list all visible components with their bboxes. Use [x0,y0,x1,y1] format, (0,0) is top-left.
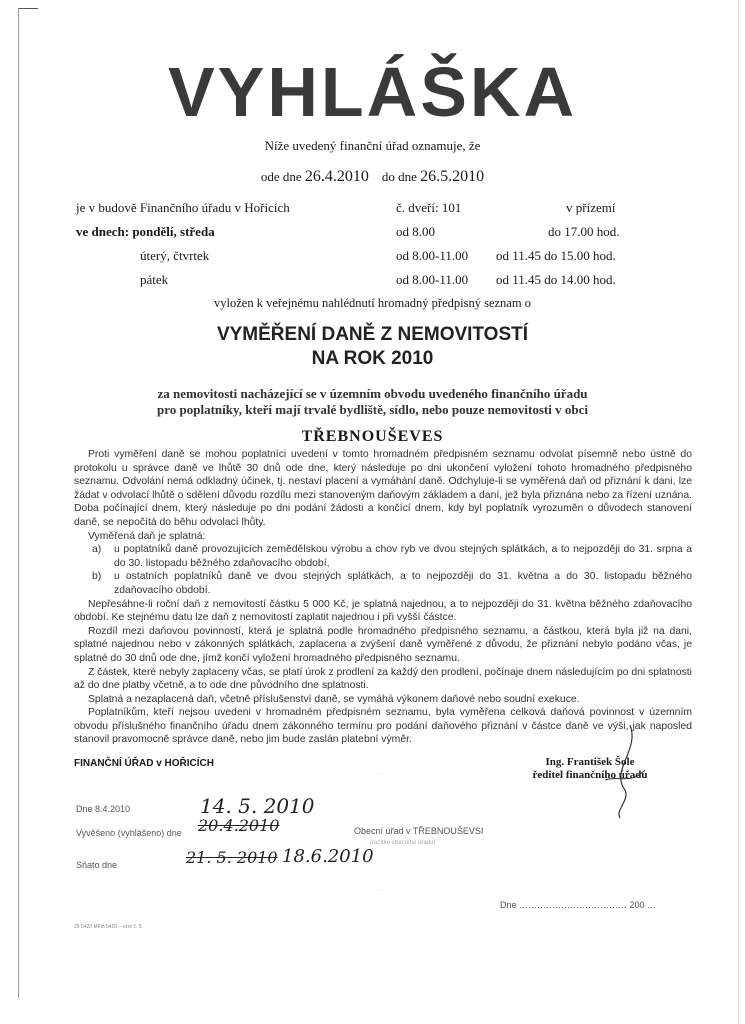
hours-days-2: úterý, čtvrtek [140,248,210,263]
signer-role: ředitel finančního úřadu [532,769,648,781]
list-text-b: u ostatních poplatníků daně ve dvou stejných splátkách, a to nejpozději do 31. května a do 30. listopadu běžného zdaňovacího období. [114,571,692,596]
paragraph-due: Vyměřená daň je splatná: [88,530,206,542]
posted-date-handwritten: 14. 5. 2010 [200,794,315,818]
hours-afternoon-3: od 11.45 do 14.00 hod. [496,272,616,287]
hours-afternoon-2: od 11.45 do 15.00 hod. [496,248,616,263]
main-heading-line2: NA ROK 2010 [311,348,434,369]
exposed-line: vyložen k veřejnému nahlédnutí hromadný předpisný seznam o [214,296,531,310]
date-from-label: ode dne [260,169,302,184]
hours-morning-2: od 8.00-11.00 [396,248,469,263]
removed-date-handwritten: 18.6.2010 [282,846,374,867]
stamp-placeholder-2: · · · [376,888,384,893]
signer-name: Ing. František Šole [545,756,635,768]
hours-morning-1: od 8.00 [396,224,435,239]
location-floor: v přízemí [566,200,616,215]
document-title: VYHLÁŠKA [167,53,578,131]
left-edge-line [18,8,19,998]
date-range [0,168,745,186]
paragraph-interest: Z částek, které nebyly zaplaceny včas, se platí úrok z prodlení za každý den prodlení, počínaje dnem následujícím po dni splatnosti až do dne platby včetně, a to ode dne původního dne splatnosti. [74,666,692,692]
right-date-line: Dne ……………………………… 200 … [500,900,657,910]
form-code: 25 5420 MFin 5420 – vzor č. 5 [74,924,142,930]
paragraph-not-listed: Poplatníkům, kteří nejsou uvedeni v hromadném předpisném seznamu, byla vyměřena celková daňová povinnost v územním obvodu příslušného finančního úřadu dnem zákonného termínu pro podání daňového přiznání v částce daně ve výši, jak naposled stanovil pravomocně správce daně, nebo jim bude zaslán platební výměr. [74,707,692,746]
corner-mark [18,8,38,9]
paragraph-enforcement: Splatná a nezaplacená daň, včetně příslušenství daně, se vymáhá výkonem daňové nebo soudní exekuce. [88,693,580,705]
municipality-stamp-note: (razítko obecního úřadu) [370,840,436,846]
issue-date: Dne 8.4.2010 [76,804,131,814]
list-text-a: u poplatníků daně provozujících zemědělskou výrobu a chov ryb ve dvou stejných splátkách, a to nejpozději do 31. srpna a do 30. listopadu běžného zdaňovacího období, [114,544,692,569]
removed-label: Sňato dne [76,860,118,870]
posted-date-struck: 20.4.2010 [198,816,280,835]
removed-date-struck: 21. 5. 2010 [186,848,278,867]
intro-line: Níže uvedený finanční úřad oznamuje, že [264,138,481,153]
hours-morning-3: od 8.00-11.00 [396,272,469,287]
hours-days-3: pátek [140,272,169,287]
office-name: FINANČNÍ ÚŘAD v HOŘICÍCH [74,758,214,769]
main-heading-line1: VYMĚŘENÍ DANĚ Z NEMOVITOSTÍ [216,324,529,345]
subheading-2: pro poplatníky, kteří mají trvalé bydliště, sídlo, nebo pouze nemovitosti v obci [157,402,588,417]
location-building: je v budově Finančního úřadu v Hořicích [76,200,290,215]
municipality-name: TŘEBNOUŠEVES [301,428,444,445]
subheading-1: za nemovitosti nacházející se v územním obvodu uvedeného finančního úřadu [157,386,588,401]
signature-scribble [600,720,650,820]
municipality-office: Obecní úřad v TŘEBNOUŠEVSI [354,826,484,836]
paragraph-difference: Rozdíl mezi daňovou povinností, která je splatná podle hromadného předpisného seznamu, a částkou, která byla již na dani, splatné najednou nebo v zákonných splátkách, zaplacena a zvýšení daně vyměřené z důvodu, že přiznání nebylo podáno včas, je splatné do 30 dnů ode dne, jímž končí vyložení hromadného předpisného seznamu. [74,625,692,664]
posted-label: Vyvěšeno (vyhlášeno) dne [76,828,182,838]
list-item-b [92,570,692,597]
hours-days-1: ve dnech: pondělí, středa [76,224,215,239]
body-text [74,448,692,747]
date-to: 26.5.2010 [420,168,485,185]
hours-afternoon-1: do 17.00 hod. [548,224,620,239]
paragraph-appeal: Proti vyměření daně se mohou poplatníci uvedení v tomto hromadném předpisném seznamu odvolat písemně nebo ústně do protokolu u správce daně ve lhůtě 30 dnů ode dne, který následuje po dni ukončení vyložení tohoto hromadného předpisného seznamu. Odvolání nemá odkladný účinek, tj. nestaví placení a vymáhání daně. Odchyluje-li se vyměřená daň od přiznání k dani, lze žádat v odvolací lhůtě o sdělení důvodu rozdílu mezi stanoveným daňovým základem a daní, jež byla přiznána nebo za řízení uznána. Doba počínající dnem, který následuje po dni podání žádosti a končící dnem, kdy byl poplatník vyrozuměn o důvodech stanovení daně, se nepočítá do běhu odvolací lhůty. [74,449,692,528]
date-to-label: do dne [381,169,417,184]
list-item-a [92,543,692,570]
location-door: č. dveří: 101 [396,200,462,215]
list-marker-b: b) [92,571,102,583]
paragraph-small-amount: Nepřesáhne-li roční daň z nemovitostí částku 5 000 Kč, je splatná najednou, a to nejpozději do 31. května běžného zdaňovacího období. Ke stejnému datu lze daň z nemovitostí zaplatit najednou i při vyšší částce. [74,598,692,624]
stamp-placeholder-1: · · · [376,772,384,777]
list-marker-a: a) [92,544,102,556]
date-from: 26.4.2010 [304,168,369,185]
